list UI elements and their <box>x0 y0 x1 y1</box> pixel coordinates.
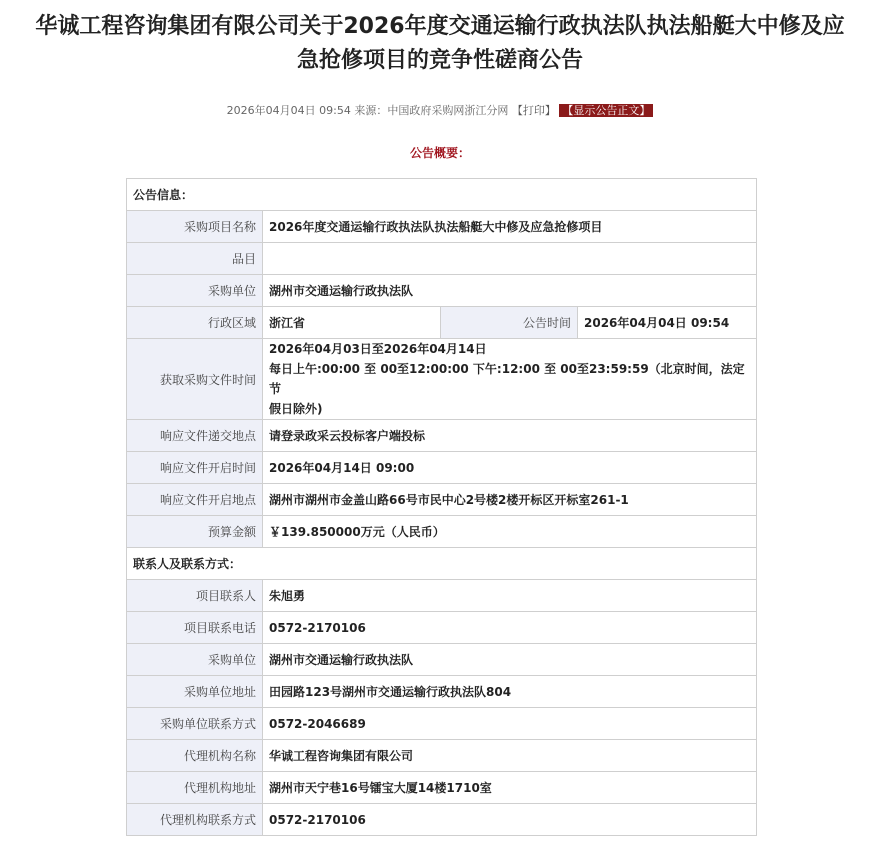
table-row <box>127 740 757 772</box>
row-label: 代理机构联系方式 <box>127 804 263 836</box>
notice-summary-table <box>126 178 757 836</box>
row-label: 项目联系人 <box>127 580 263 612</box>
pubtime-value: 2026年04月04日 09:54 <box>578 307 757 339</box>
doc-time-line: 假日除外) <box>269 402 323 416</box>
section-contact-info: 联系人及联系方式： <box>127 548 757 580</box>
table-row <box>127 452 757 484</box>
section-row <box>127 548 757 580</box>
row-label: 代理机构名称 <box>127 740 263 772</box>
table-row <box>127 420 757 452</box>
row-value: 0572-2170106 <box>263 804 757 836</box>
pubtime-label: 公告时间 <box>441 307 578 339</box>
row-value <box>263 243 757 275</box>
row-value: 2026年04月14日 09:00 <box>263 452 757 484</box>
region-value: 浙江省 <box>263 307 441 339</box>
row-label: 响应文件递交地点 <box>127 420 263 452</box>
row-value: 2026年度交通运输行政执法队执法船艇大中修及应急抢修项目 <box>263 211 757 243</box>
table-row <box>127 580 757 612</box>
table-row <box>127 676 757 708</box>
row-label: 品目 <box>127 243 263 275</box>
notice-title <box>0 10 880 78</box>
row-label: 响应文件开启地点 <box>127 484 263 516</box>
row-label: 采购单位 <box>127 275 263 307</box>
table-row <box>127 307 757 339</box>
row-label: 响应文件开启时间 <box>127 452 263 484</box>
table-row <box>127 339 757 420</box>
doc-time-line: 2026年04月03日至2026年04月14日 <box>269 342 487 356</box>
notice-title-line2: 急抢修项目的竞争性磋商公告 <box>296 48 583 73</box>
row-value: 田园路123号湖州市交通运输行政执法队804 <box>263 676 757 708</box>
doc-time-value <box>263 339 757 420</box>
section-notice-info: 公告信息： <box>127 179 757 211</box>
table-row <box>127 211 757 243</box>
source-link[interactable]: 中国政府采购网浙江分网 <box>387 104 509 117</box>
publish-date: 2026年04月04日 09:54 <box>226 104 351 117</box>
row-label: 采购单位地址 <box>127 676 263 708</box>
table-row <box>127 612 757 644</box>
row-value: 华诚工程咨询集团有限公司 <box>263 740 757 772</box>
region-label: 行政区域 <box>127 307 263 339</box>
source-label: 来源： <box>354 104 388 117</box>
doc-time-label: 获取采购文件时间 <box>127 339 263 420</box>
row-label: 采购单位 <box>127 644 263 676</box>
notice-title-line1: 华诚工程咨询集团有限公司关于2026年度交通运输行政执法队执法船艇大中修及应 <box>35 14 845 39</box>
table-row <box>127 708 757 740</box>
row-value: ￥139.850000万元（人民币） <box>263 516 757 548</box>
table-row <box>127 275 757 307</box>
row-value: 湖州市交通运输行政执法队 <box>263 644 757 676</box>
doc-time-line: 每日上午:00:00 至 00至12:00:00 下午:12:00 至 00至23:59:59（北京时间，法定节 <box>269 362 745 396</box>
table-row <box>127 644 757 676</box>
notice-meta <box>0 103 880 119</box>
row-label: 采购项目名称 <box>127 211 263 243</box>
print-link[interactable]: 【打印】 <box>511 104 556 117</box>
table-row <box>127 484 757 516</box>
row-label: 预算金额 <box>127 516 263 548</box>
row-label: 代理机构地址 <box>127 772 263 804</box>
table-row <box>127 804 757 836</box>
row-label: 采购单位联系方式 <box>127 708 263 740</box>
show-body-button[interactable]: 【显示公告正文】 <box>559 104 653 117</box>
table-row <box>127 516 757 548</box>
summary-heading: 公告概要： <box>409 146 470 160</box>
row-value: 湖州市天宁巷16号镭宝大厦14楼1710室 <box>263 772 757 804</box>
row-value: 湖州市湖州市金盖山路66号市民中心2号楼2楼开标区开标室261-1 <box>263 484 757 516</box>
section-row <box>127 179 757 211</box>
row-value: 朱旭勇 <box>263 580 757 612</box>
table-row <box>127 772 757 804</box>
row-value: 0572-2170106 <box>263 612 757 644</box>
row-label: 项目联系电话 <box>127 612 263 644</box>
row-value: 湖州市交通运输行政执法队 <box>263 275 757 307</box>
table-row <box>127 243 757 275</box>
row-value: 0572-2046689 <box>263 708 757 740</box>
row-value: 请登录政采云投标客户端投标 <box>263 420 757 452</box>
